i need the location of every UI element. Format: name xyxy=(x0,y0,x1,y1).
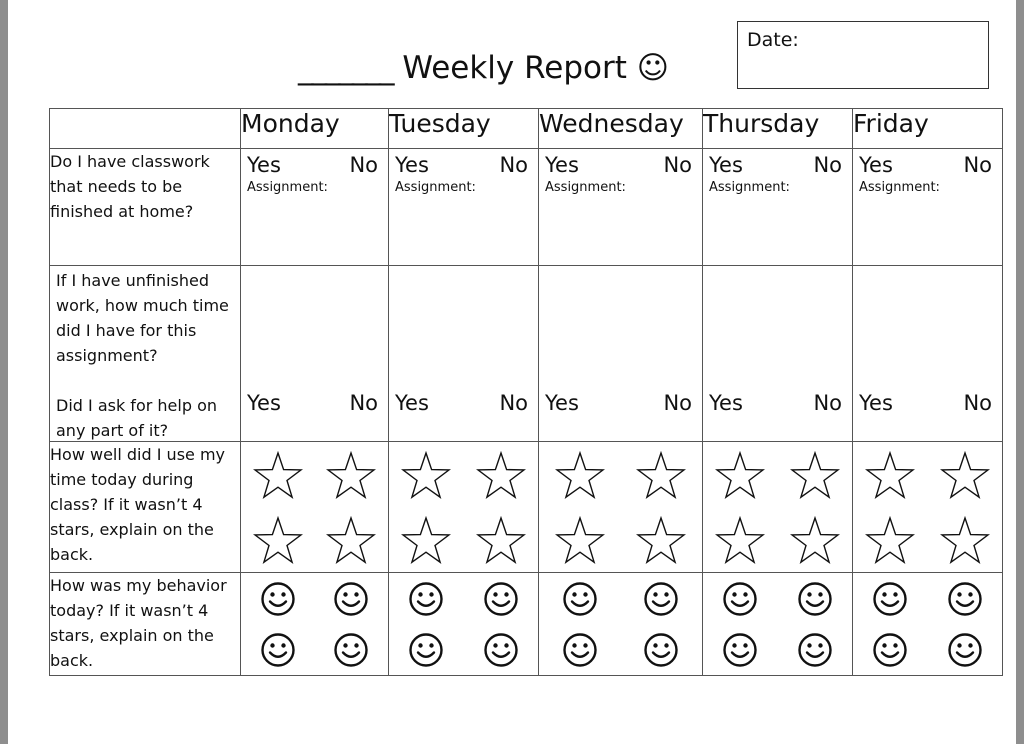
behavior-cell xyxy=(389,573,539,676)
unfinished-cell-inner xyxy=(539,266,702,441)
smiley-face-icon[interactable] xyxy=(797,632,833,668)
no-option[interactable]: No xyxy=(349,153,378,177)
behavior-row xyxy=(50,573,1003,676)
unfinished-cell-inner xyxy=(703,266,852,441)
star-outline-icon[interactable] xyxy=(555,451,605,499)
smiley-face-icon[interactable] xyxy=(947,632,983,668)
smiley-face-icon[interactable] xyxy=(562,581,598,617)
no-option[interactable]: No xyxy=(963,391,992,415)
star-outline-icon[interactable] xyxy=(253,516,303,564)
behavior-rating-grid xyxy=(853,573,1002,675)
classwork-row xyxy=(50,149,1003,266)
smiley-face-icon[interactable] xyxy=(333,581,369,617)
star-outline-icon[interactable] xyxy=(253,451,303,499)
star-outline-icon[interactable] xyxy=(636,451,686,499)
weekly-report-table xyxy=(49,108,1003,676)
behavior-question: How was my behavior today? If it wasn’t 4 stars, explain on the back. xyxy=(50,573,241,676)
date-field-box[interactable] xyxy=(737,21,989,89)
smiley-face-icon[interactable] xyxy=(872,581,908,617)
star-outline-icon[interactable] xyxy=(940,516,990,564)
unfinished-cell[interactable] xyxy=(853,266,1003,442)
yes-option[interactable]: Yes xyxy=(247,391,281,415)
classwork-question: Do I have classwork that needs to be finished at home? xyxy=(50,149,241,266)
star-rating-grid xyxy=(389,442,538,572)
star-outline-icon[interactable] xyxy=(715,516,765,564)
smiley-face-icon[interactable] xyxy=(260,632,296,668)
smiley-face-icon[interactable] xyxy=(947,581,983,617)
yes-option[interactable]: Yes xyxy=(859,391,893,415)
classwork-cell[interactable] xyxy=(853,149,1003,266)
unfinished-cell[interactable] xyxy=(241,266,389,442)
star-outline-icon[interactable] xyxy=(326,516,376,564)
star-outline-icon[interactable] xyxy=(555,516,605,564)
smiley-face-icon[interactable] xyxy=(483,581,519,617)
assignment-label: Assignment: xyxy=(545,180,626,195)
star-rating-grid xyxy=(703,442,852,572)
star-rating-grid xyxy=(539,442,702,572)
time-use-question: How well did I use my time today during class? If it wasn’t 4 stars, explain on the back. xyxy=(50,442,241,573)
time-use-cell xyxy=(389,442,539,573)
time-use-cell xyxy=(539,442,703,573)
yes-option[interactable]: Yes xyxy=(859,153,893,177)
unfinished-cell-inner xyxy=(389,266,538,441)
smiley-face-icon[interactable] xyxy=(562,632,598,668)
corner-cell xyxy=(50,109,241,149)
time-use-cell xyxy=(241,442,389,573)
behavior-rating-grid xyxy=(241,573,388,675)
star-outline-icon[interactable] xyxy=(790,516,840,564)
no-option[interactable]: No xyxy=(813,391,842,415)
day-header-tuesday: Tuesday xyxy=(389,109,539,149)
classwork-cell[interactable] xyxy=(539,149,703,266)
header-row xyxy=(50,109,1003,149)
assignment-label: Assignment: xyxy=(859,180,940,195)
help-yes-no-choices xyxy=(241,387,388,416)
unfinished-cell[interactable] xyxy=(539,266,703,442)
behavior-rating-grid xyxy=(389,573,538,675)
behavior-rating-grid xyxy=(539,573,702,675)
unfinished-cell-inner xyxy=(853,266,1002,441)
time-use-row xyxy=(50,442,1003,573)
ask-help-question: Did I ask for help on any part of it? xyxy=(56,396,217,440)
star-outline-icon[interactable] xyxy=(790,451,840,499)
smiley-face-icon[interactable] xyxy=(333,632,369,668)
star-outline-icon[interactable] xyxy=(476,516,526,564)
star-outline-icon[interactable] xyxy=(636,516,686,564)
help-yes-no-choices xyxy=(539,387,702,416)
yes-option[interactable]: Yes xyxy=(247,153,281,177)
no-option[interactable]: No xyxy=(349,391,378,415)
star-outline-icon[interactable] xyxy=(476,451,526,499)
day-header-wednesday: Wednesday xyxy=(539,109,703,149)
smiley-face-icon[interactable] xyxy=(408,581,444,617)
smiley-face-icon[interactable] xyxy=(408,632,444,668)
star-rating-grid xyxy=(241,442,388,572)
no-option[interactable]: No xyxy=(499,391,528,415)
report-title xyxy=(298,50,669,86)
star-outline-icon[interactable] xyxy=(401,451,451,499)
yes-no-choices xyxy=(389,149,538,178)
unfinished-question-cell xyxy=(50,266,241,442)
classwork-cell[interactable] xyxy=(389,149,539,266)
date-label: Date: xyxy=(747,29,799,51)
behavior-cell xyxy=(539,573,703,676)
unfinished-cell[interactable] xyxy=(703,266,853,442)
smiley-face-icon[interactable] xyxy=(483,632,519,668)
yes-no-choices xyxy=(241,149,388,178)
yes-option[interactable]: Yes xyxy=(709,153,743,177)
unfinished-cell[interactable] xyxy=(389,266,539,442)
star-outline-icon[interactable] xyxy=(865,451,915,499)
smiley-face-icon[interactable] xyxy=(722,581,758,617)
help-yes-no-choices xyxy=(853,387,1002,416)
day-header-monday: Monday xyxy=(241,109,389,149)
yes-no-choices xyxy=(539,149,702,178)
time-use-cell xyxy=(703,442,853,573)
star-outline-icon[interactable] xyxy=(865,516,915,564)
unfinished-time-question: If I have unfinished work, how much time did I have for this assignment? xyxy=(56,271,229,365)
yes-no-choices xyxy=(703,149,852,178)
smiley-face-icon[interactable] xyxy=(643,581,679,617)
assignment-label: Assignment: xyxy=(395,180,476,195)
no-option[interactable]: No xyxy=(813,153,842,177)
report-title-text: Weekly Report ☺ xyxy=(392,50,670,86)
smiley-face-icon[interactable] xyxy=(260,581,296,617)
yes-option[interactable]: Yes xyxy=(395,153,429,177)
star-outline-icon[interactable] xyxy=(940,451,990,499)
no-option[interactable]: No xyxy=(663,391,692,415)
unfinished-cell-inner xyxy=(241,266,388,441)
behavior-cell xyxy=(853,573,1003,676)
star-outline-icon[interactable] xyxy=(326,451,376,499)
behavior-rating-grid xyxy=(703,573,852,675)
help-yes-no-choices xyxy=(703,387,852,416)
behavior-cell xyxy=(703,573,853,676)
star-outline-icon[interactable] xyxy=(401,516,451,564)
yes-no-choices xyxy=(853,149,1002,178)
day-header-friday: Friday xyxy=(853,109,1003,149)
yes-option[interactable]: Yes xyxy=(709,391,743,415)
classwork-cell[interactable] xyxy=(703,149,853,266)
behavior-cell xyxy=(241,573,389,676)
yes-option[interactable]: Yes xyxy=(395,391,429,415)
smiley-face-icon[interactable] xyxy=(797,581,833,617)
yes-option[interactable]: Yes xyxy=(545,391,579,415)
star-outline-icon[interactable] xyxy=(715,451,765,499)
star-rating-grid xyxy=(853,442,1002,572)
no-option[interactable]: No xyxy=(499,153,528,177)
name-blank-line: _______ xyxy=(298,50,393,86)
yes-option[interactable]: Yes xyxy=(545,153,579,177)
time-use-cell xyxy=(853,442,1003,573)
help-yes-no-choices xyxy=(389,387,538,416)
smiley-face-icon[interactable] xyxy=(872,632,908,668)
no-option[interactable]: No xyxy=(663,153,692,177)
smiley-face-icon[interactable] xyxy=(643,632,679,668)
assignment-label: Assignment: xyxy=(247,180,328,195)
classwork-cell[interactable] xyxy=(241,149,389,266)
no-option[interactable]: No xyxy=(963,153,992,177)
smiley-face-icon[interactable] xyxy=(722,632,758,668)
unfinished-work-row xyxy=(50,266,1003,442)
day-header-thursday: Thursday xyxy=(703,109,853,149)
assignment-label: Assignment: xyxy=(709,180,790,195)
